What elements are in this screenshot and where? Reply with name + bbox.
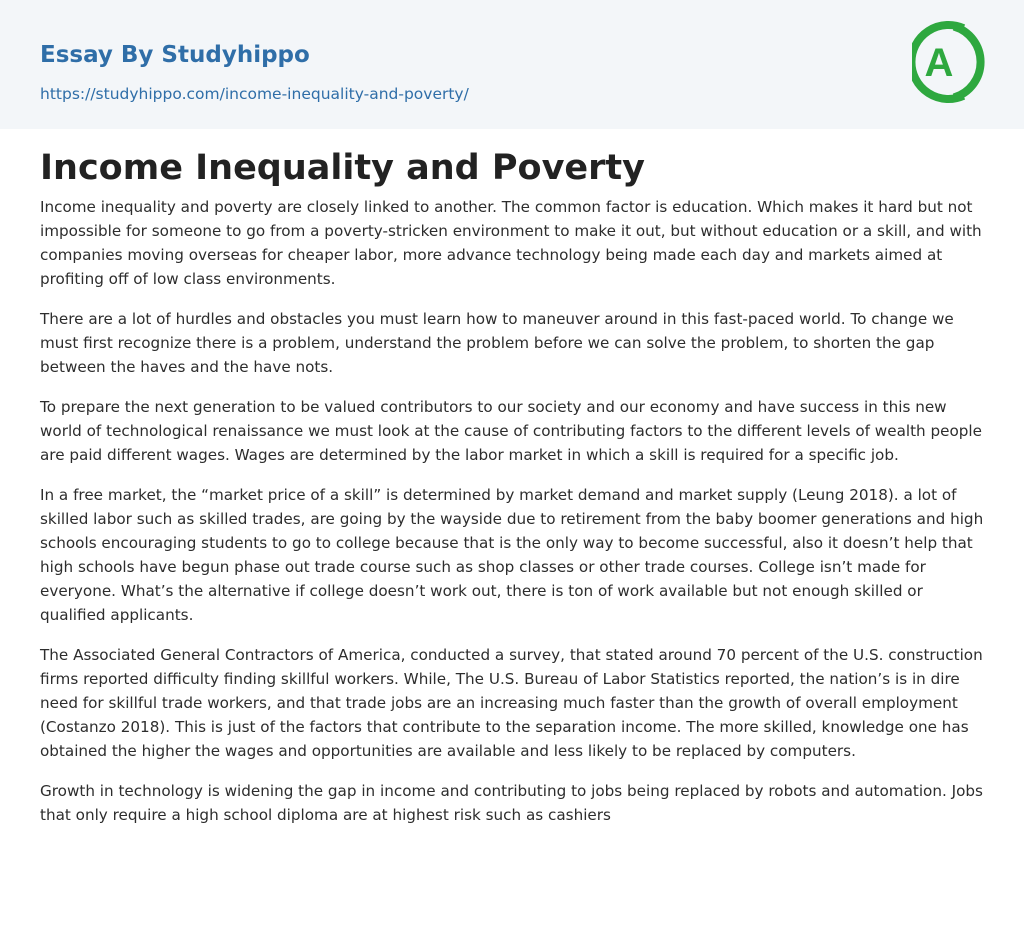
essay-paragraph-3: To prepare the next generation to be valued contributors to our society and our economy and have success in this new world of technological renaissance we must look at the cause of contributing factors to the different levels of wealth people are paid different wages. Wages are determined by the labor market in which a skill is required for a specific job. [40,398,982,464]
article-body [0,129,1024,827]
essay-title: Income Inequality and Poverty [40,148,645,188]
essay-paragraph-5: The Associated General Contractors of America, conducted a survey, that stated around 70 percent of the U.S. construction firms reported difficulty finding skillful workers. While, The U.S. Bureau of Labor Statistics reported, the nation’s is in dire need for skillful trade workers, and that trade jobs are an increasing much faster than the growth of overall employment (Costanzo 2018). This is just of the factors that contribute to the separation income. The more skilled, knowledge one has obtained the higher the wages and opportunities are available and less likely to be replaced by computers. [40,646,983,760]
site-header [0,0,1024,129]
essay-paragraph-6: Growth in technology is widening the gap in income and contributing to jobs being replaced by robots and automation. Jobs that only require a high school diploma are at highest risk such as cashiers [40,782,983,824]
logo-letter: A [924,41,954,85]
site-brand: Essay By Studyhippo [40,42,310,68]
essay-paragraph-1: Income inequality and poverty are closely linked to another. The common factor is education. Which makes it hard but not impossible for someone to go from a poverty-stricken environment to make it out, but without education or a skill, and with companies moving overseas for cheaper labor, more advance technology being made each day and markets aimed at profiting off of low class environments. [40,198,982,288]
essay-url-link[interactable]: https://studyhippo.com/income-inequality-and-poverty/ [40,85,469,103]
essay-paragraph-4: In a free market, the “market price of a skill” is determined by market demand and market supply (Leung 2018). a lot of skilled labor such as skilled trades, are going by the wayside due to retirement from the baby boomer generations and high schools encouraging students to go to college because that is the only way to become successful, also it doesn’t help that high schools have begun phase out trade course such as shop classes or other trade courses. College isn’t made for everyone. What’s the alternative if college doesn’t work out, there is ton of work available but not enough skilled or qualified applicants. [40,486,984,624]
essay-paragraph-2: There are a lot of hurdles and obstacles you must learn how to maneuver around in this fast-paced world. To change we must first recognize there is a problem, understand the problem before we can solve the problem, to shorten the gap between the haves and the have nots. [40,310,954,376]
studyhippo-logo-icon[interactable] [912,19,986,105]
